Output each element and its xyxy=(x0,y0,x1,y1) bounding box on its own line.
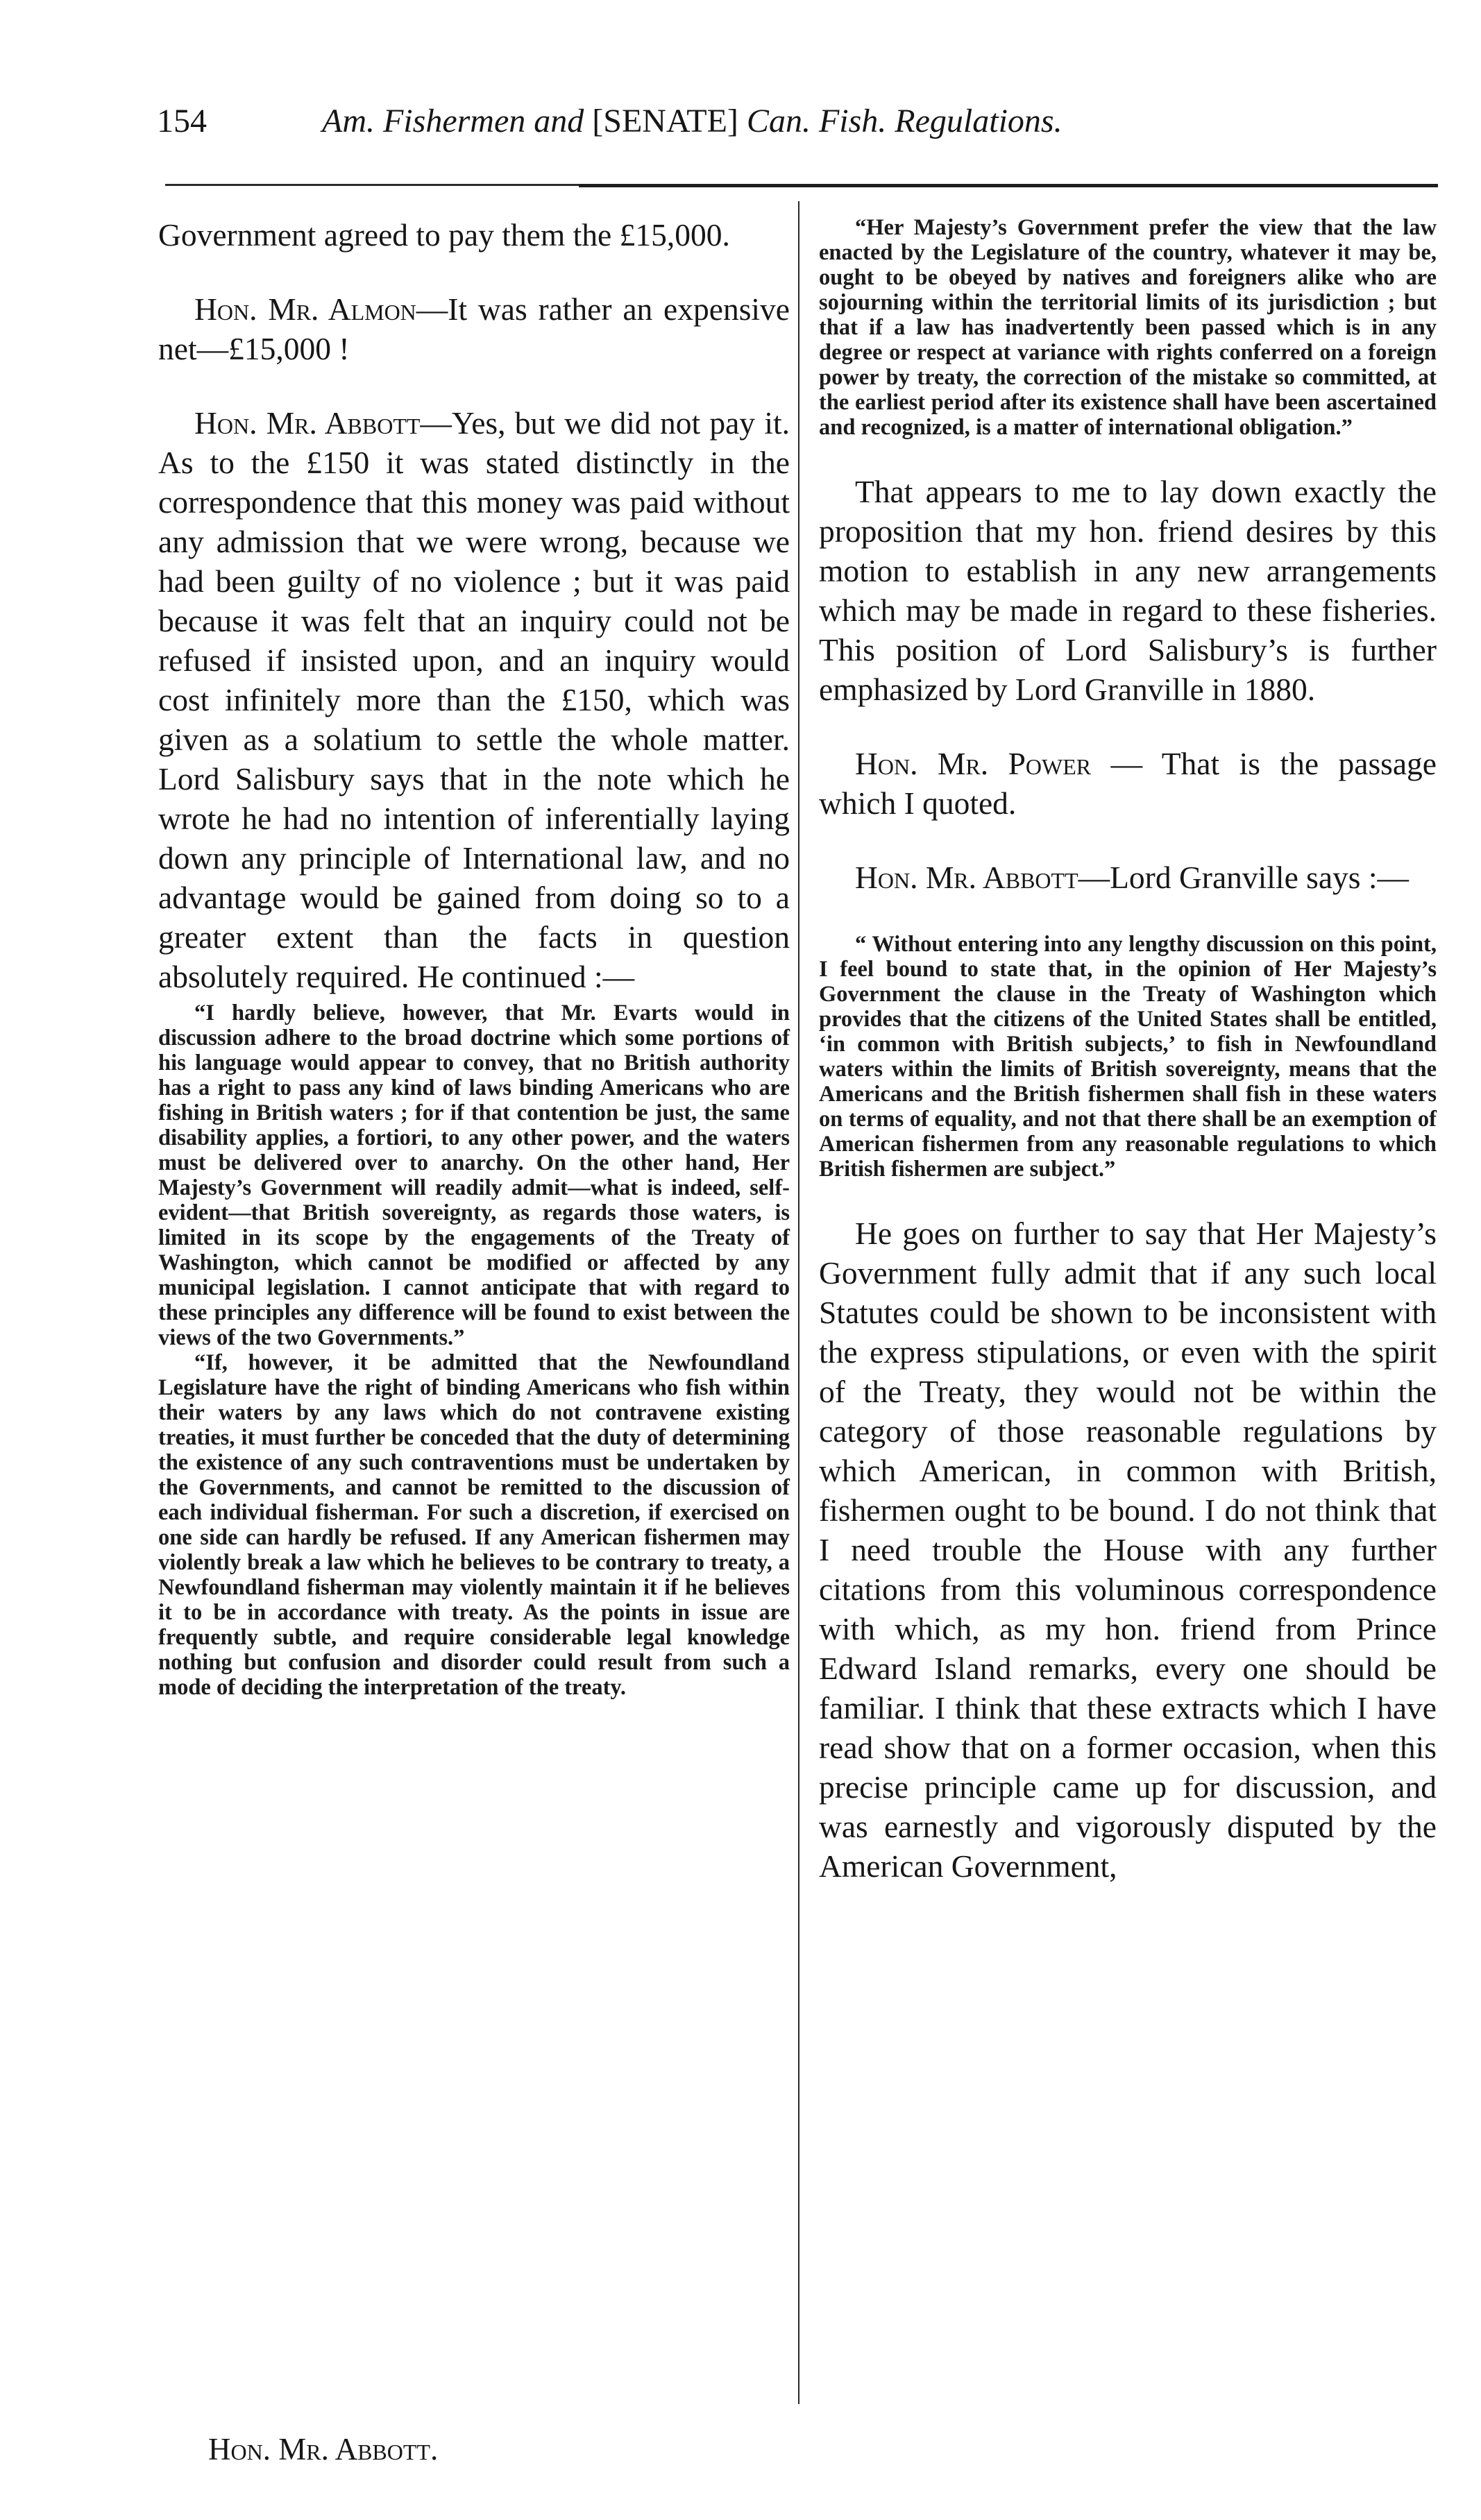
quotation-text: “I hardly believe, however, that Mr. Evarts would in discussion adhere to the broad doctrine which some portions of his language would appear to convey, that no British authority has a right to pass any kind of laws binding Americans who are fishing in British waters ; for if that contention be just, the same disability applies, a fortiori, to any other power, and the waters must be delivered over to anarchy. On the other hand, Her Majesty’s Government will readily admit—what is indeed, self-evident—that British sovereignty, as regards those waters, is limited in its scope by the engagements of the Treaty of Washington, which cannot be modified or affected by any municipal legislation. I cannot anticipate that with regard to these principles any difference will be found to exist between the views of the two Governments.” xyxy=(158,1001,790,1350)
chamber-label: [SENATE] xyxy=(592,103,738,139)
speech-abbott-granville xyxy=(819,858,1437,897)
quotation-text: “If, however, it be admitted that the Newfoundland Legislature have the right of binding Americans who fish within their waters by any laws which do not contravene existing treaties, it must further be conceded that the duty of determining the existence of any such contraventions must be undertaken by the Governments, and cannot be remitted to the discussion of each individual fisherman. For such a discretion, if exercised on one side can hardly be refused. If any American fishermen may violently break a law which he believes to be contrary to treaty, a Newfoundland fisherman may violently maintain it if he believes it to be in accordance with treaty. As the points in issue are frequently subtle, and require considerable legal knowledge nothing but confusion and disorder could result from such a mode of deciding the interpretation of the treaty. xyxy=(158,1350,790,1700)
running-title xyxy=(322,97,1063,146)
speech-almon xyxy=(158,289,790,368)
speaker-name: Hon. Mr. Almon xyxy=(194,291,416,327)
left-column xyxy=(158,215,790,1700)
header-rule-thin xyxy=(165,184,579,186)
speaker-name: Hon. Mr. Power xyxy=(855,746,1092,781)
speech-power xyxy=(819,744,1437,823)
paragraph-text: That appears to me to lay down exactly the proposition that my hon. friend desires by this motion to establish in any new arrangements which may be made in regard to these fisheries. This position of Lord Salisbury’s is further emphasized by Lord Granville in 1880. xyxy=(819,474,1437,707)
quotation-salisbury-2 xyxy=(158,1350,790,1700)
title-right: Can. Fish. Regulations. xyxy=(746,103,1063,139)
speech-text: —Lord Granville says :— xyxy=(1078,860,1410,895)
paragraph-abbott-continued xyxy=(819,472,1437,709)
footer-speaker-name: Hon. Mr. Abbott. xyxy=(208,2432,439,2467)
paragraph-text: Government agreed to pay them the £15,000. xyxy=(158,217,730,253)
speech-text: — That is the passage which I quoted. xyxy=(819,746,1437,821)
page-number: 154 xyxy=(157,103,207,139)
paragraph-text: He goes on further to say that Her Majesty’s Government fully admit that if any such local Statutes could be shown to be inconsistent with the express stipulations, or even with the spirit of the Treaty, they would not be within the category of those reasonable regulations by which American, in common with British, fishermen ought to be bound. I do not think that I need trouble the House with any further citations from this voluminous correspondence with which, as my hon. friend from Prince Edward Island remarks, every one should be familiar. I think that these extracts which I have read show that on a former occasion, when this precise principle came up for discussion, and was earnestly and vigorously disputed by the American Government, xyxy=(819,1216,1437,1884)
speech-text: —Yes, but we did not pay it. As to the £150 it was stated distinctly in the correspondence that this money was paid without any admission that we were wrong, because we had been guilty of no violence ; but it was paid because it was felt that an inquiry could not be refused if insisted upon, and an inquiry would cost infinitely more than the £150, which was given as a solatium to settle the whole matter. Lord Salisbury says that in the note which he wrote he had no intention of inferentially laying down any principle of International law, and no advantage would be gained from doing so to a greater extent than the facts in question absolutely required. He continued :— xyxy=(158,405,790,994)
quotation-salisbury-1 xyxy=(158,1001,790,1350)
quotation-salisbury-3 xyxy=(819,215,1437,440)
quotation-text: “Her Majesty’s Government prefer the view that the law enacted by the Legislature of the country, whatever it may be, ought to be obeyed by natives and foreigners alike who are sojourning within the territorial limits of its jurisdiction ; but that if a law has inadvertently been passed which is in any degree or respect at variance with rights conferred on a foreign power by treaty, the correction of the mistake so committed, at the earliest period after its existence shall have been ascertained and recognized, is a matter of international obligation.” xyxy=(819,215,1437,440)
column-divider xyxy=(798,201,799,2404)
header-rule-thick xyxy=(579,184,1438,187)
quotation-granville xyxy=(819,932,1437,1182)
speech-text: —It was rather an expensive net—£15,000 ! xyxy=(158,291,790,366)
running-header xyxy=(157,97,1434,146)
title-left: Am. Fishermen and xyxy=(322,103,584,139)
speaker-name: Hon. Mr. Abbott xyxy=(855,860,1078,895)
paragraph-abbott-final xyxy=(819,1214,1437,1886)
speaker-name: Hon. Mr. Abbott xyxy=(194,405,421,441)
quotation-text: “ Without entering into any lengthy discussion on this point, I feel bound to state that, in the opinion of Her Majesty’s Government the clause in the Treaty of Washington which provides that the citizens of the United States shall be entitled, ‘in common with British subjects,’ to fish in Newfoundland waters within the limits of British sovereignty, means that the Americans and the British fishermen shall fish in these waters on terms of equality, and not that there shall be an exemption of American fishermen from any reasonable regulations to which British fishermen are subject.” xyxy=(819,932,1437,1182)
paragraph-continuation xyxy=(158,215,790,255)
speech-abbott xyxy=(158,403,790,996)
right-column xyxy=(819,215,1437,1886)
